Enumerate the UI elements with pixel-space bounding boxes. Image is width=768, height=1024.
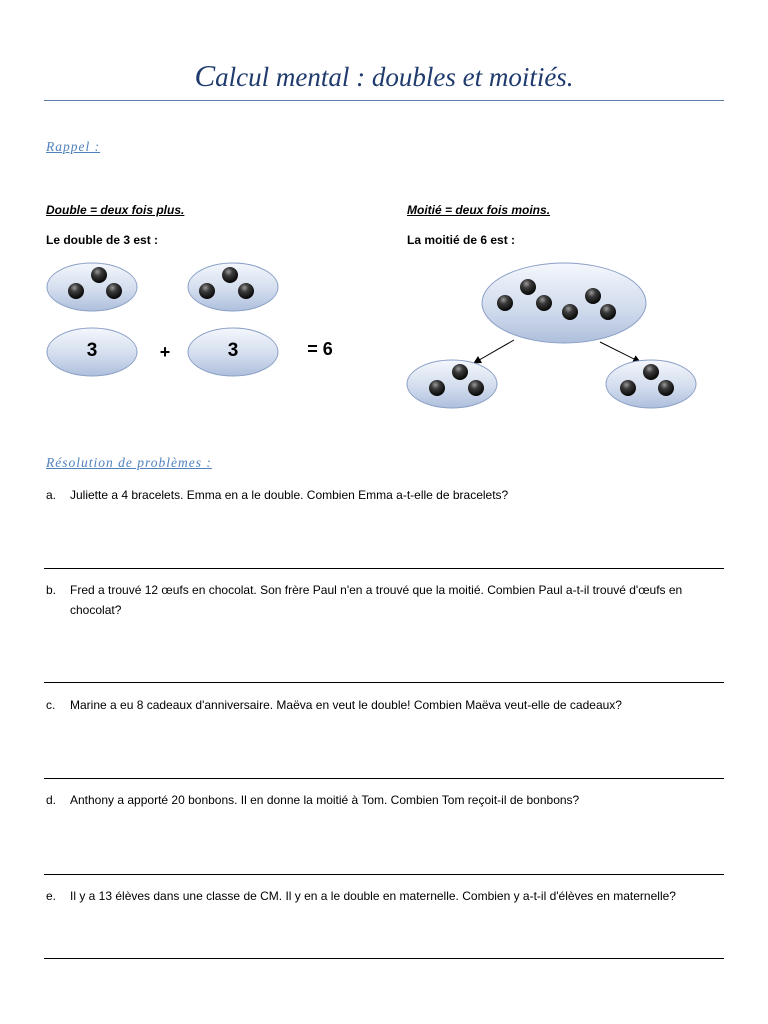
operand1: 3 bbox=[86, 340, 98, 361]
problem-text: Marine a eu 8 cadeaux d'anniversaire. Maëva en veut le double! Combien Maëva veut-elle de cadeaux? bbox=[70, 698, 622, 712]
double-group-left bbox=[47, 263, 137, 311]
moitie-group-half-left bbox=[407, 360, 497, 408]
answer-line-c[interactable] bbox=[44, 778, 724, 779]
problem-letter: a. bbox=[46, 488, 57, 502]
problem-letter: d. bbox=[46, 793, 57, 807]
double-definition: Double = deux fois plus. bbox=[46, 203, 185, 217]
operand2: 3 bbox=[227, 340, 239, 361]
problem-text: Juliette a 4 bracelets. Emma en a le double. Combien Emma a-t-elle de bracelets? bbox=[70, 488, 509, 502]
double-prompt: Le double de 3 est : bbox=[46, 233, 159, 247]
arrow-right bbox=[600, 342, 640, 362]
moitie-definition: Moitié = deux fois moins. bbox=[407, 203, 551, 217]
result: = 6 bbox=[307, 339, 333, 359]
moitie-group-half-right bbox=[606, 360, 696, 408]
problem-letter: e. bbox=[46, 889, 57, 903]
problem-text: Anthony a apporté 20 bonbons. Il en donne la moitié à Tom. Combien Tom reçoit-il de bonbons? bbox=[70, 793, 580, 807]
problem-letter: c. bbox=[46, 698, 56, 712]
moitie-group-whole bbox=[482, 263, 646, 343]
arrow-left bbox=[474, 340, 514, 363]
problems-heading: Résolution de problèmes : bbox=[46, 455, 212, 470]
illustration bbox=[0, 0, 768, 440]
problem-letter: b. bbox=[46, 583, 57, 597]
moitie-prompt: La moitié de 6 est : bbox=[407, 233, 516, 247]
answer-line-e[interactable] bbox=[44, 958, 724, 959]
answer-line-d[interactable] bbox=[44, 874, 724, 875]
page-title: Calcul mental : doubles et moitiés. bbox=[194, 58, 574, 93]
plus-sign: + bbox=[159, 342, 171, 362]
problem-text: Fred a trouvé 12 œufs en chocolat. Son frère Paul n'en a trouvé que la moitié. Combien Paul a-t-il trouvé d'œufs en chocolat? bbox=[70, 583, 683, 617]
rappel-heading: Rappel : bbox=[46, 139, 101, 154]
double-group-right bbox=[188, 263, 278, 311]
answer-line-a[interactable] bbox=[44, 568, 724, 569]
answer-line-b[interactable] bbox=[44, 682, 724, 683]
problem-text: Il y a 13 élèves dans une classe de CM. Il y en a le double en maternelle. Combien y a-t-il d'élèves en maternelle? bbox=[70, 889, 676, 903]
